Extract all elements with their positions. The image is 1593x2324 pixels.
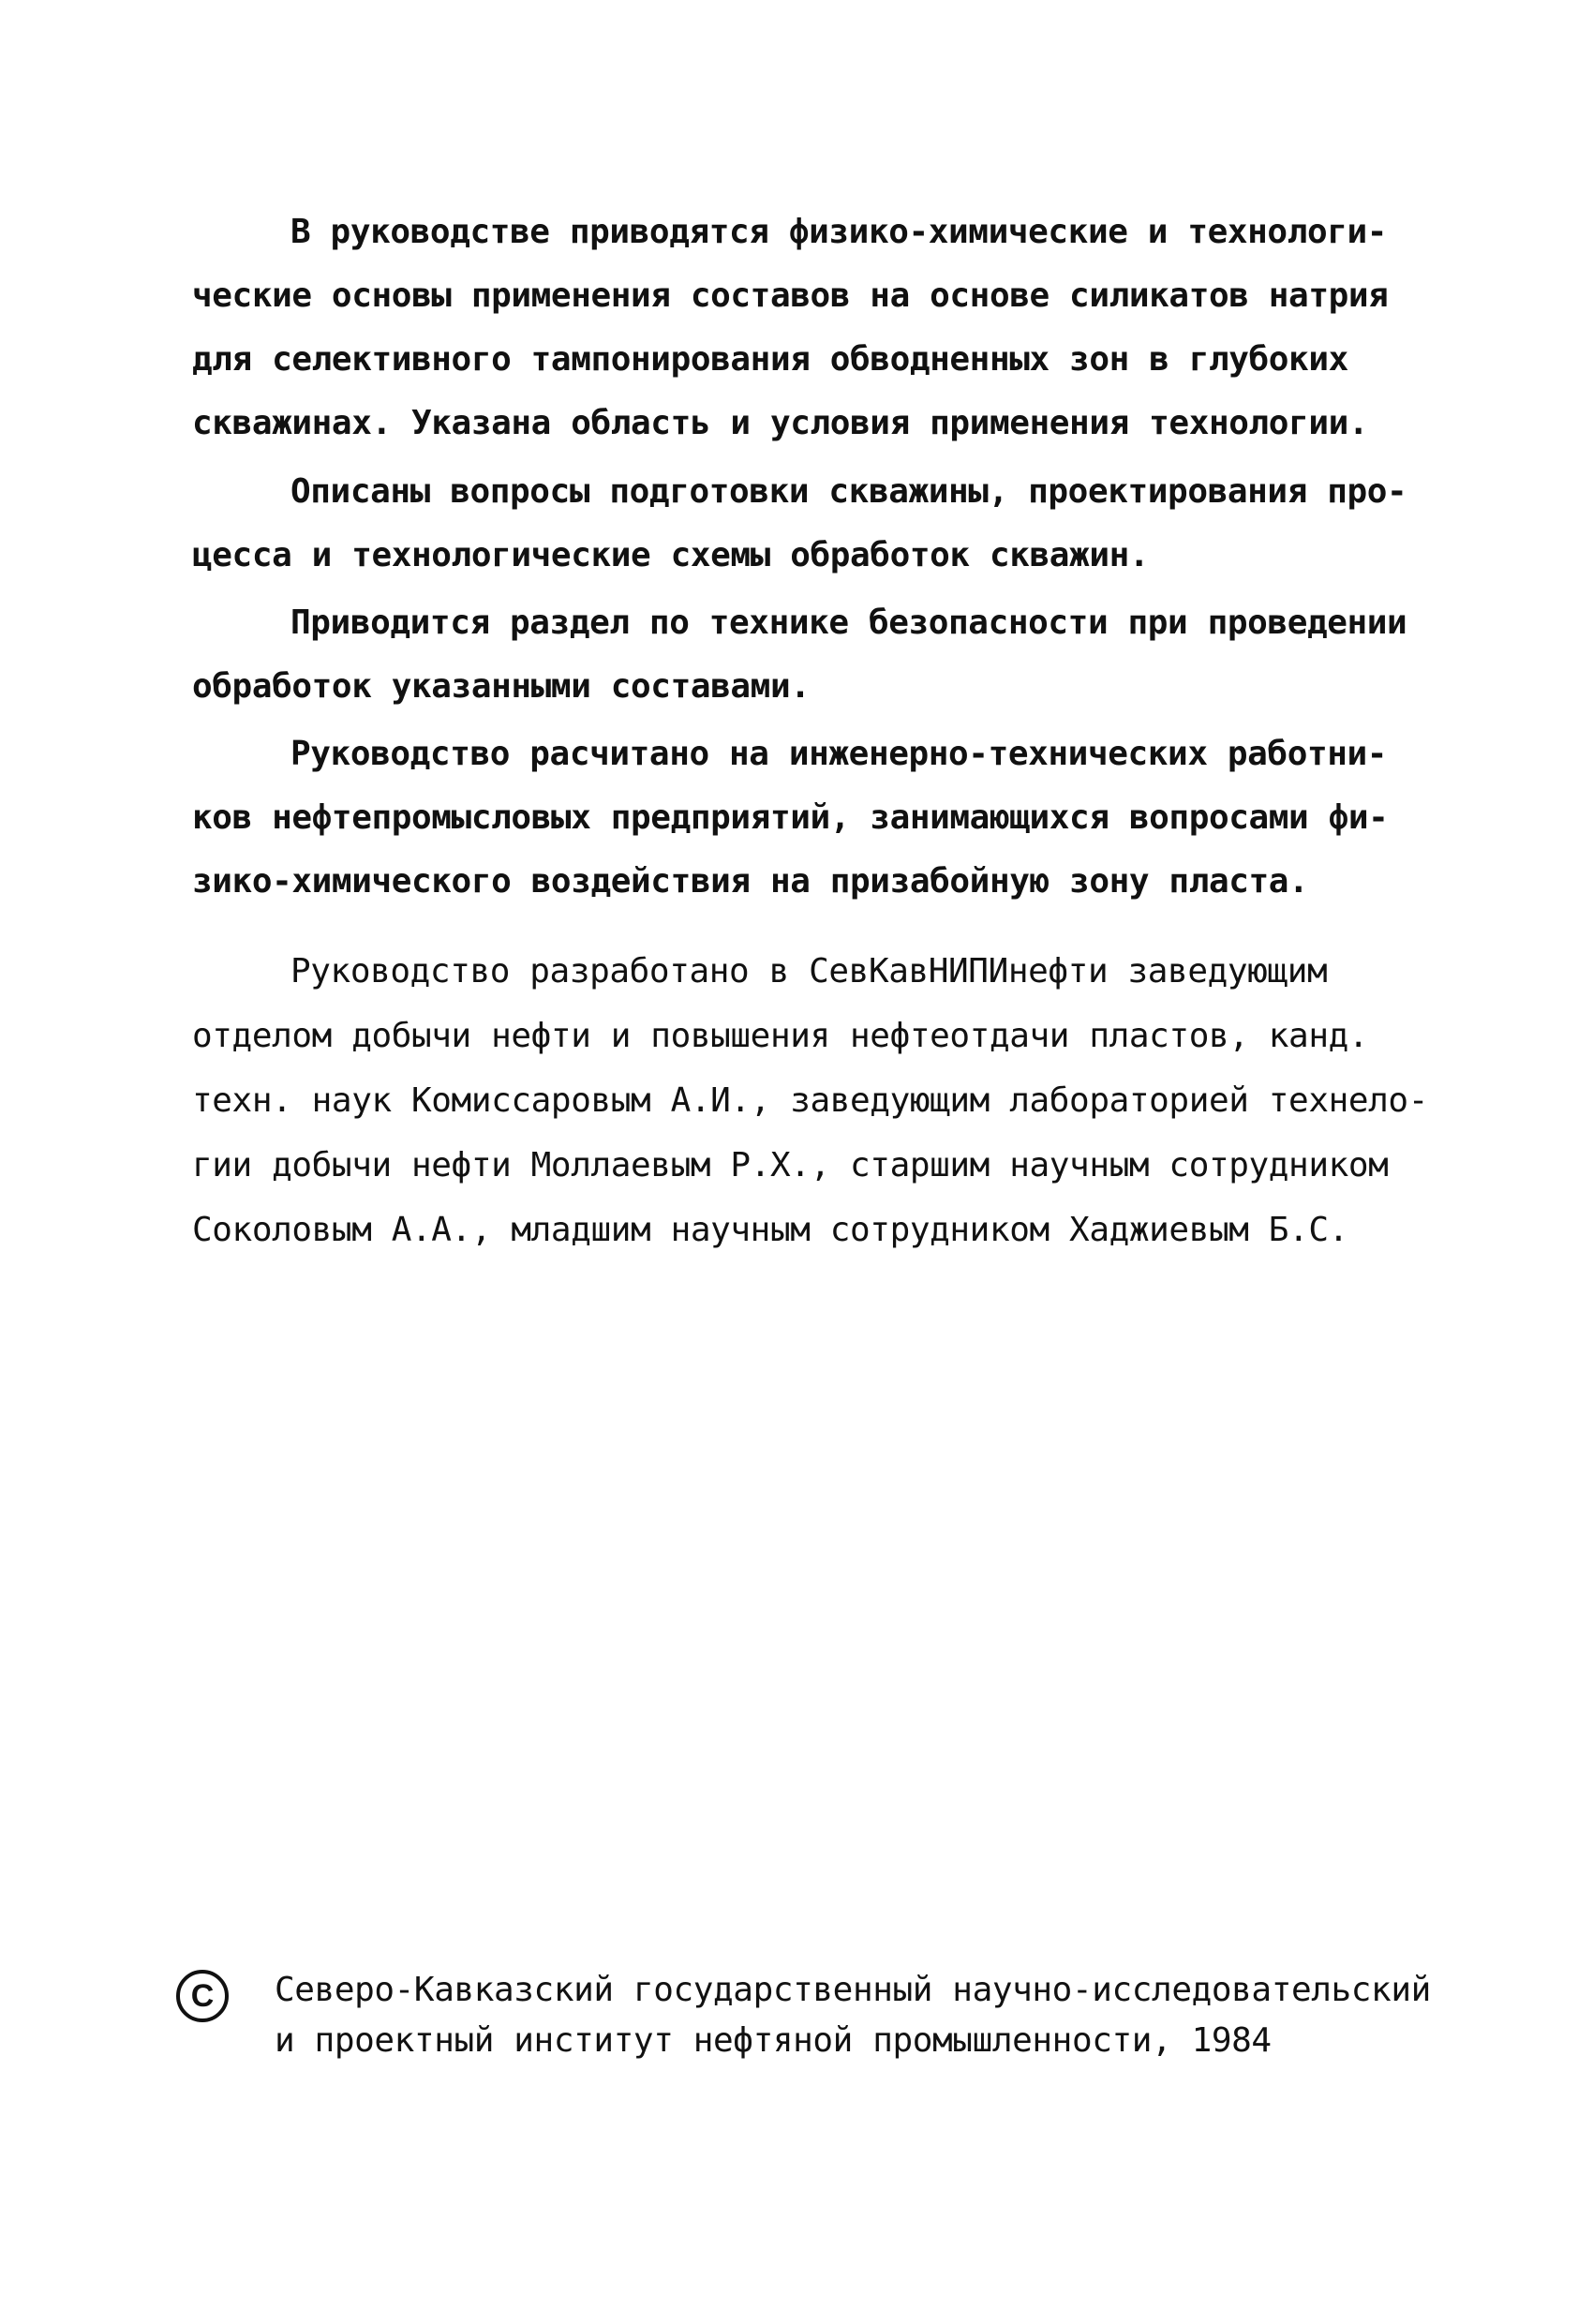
abstract-line: зико-химического воздействия на призабойную зону пласта.: [192, 862, 1309, 901]
abstract-line: скважинах. Указана область и условия применения технологии.: [192, 404, 1369, 442]
abstract-line: для селективного тампонирования обводненных зон в глубоких: [192, 340, 1348, 379]
authors-line: Соколовым А.А., младшим научным сотрудником Хаджиевым Б.С.: [192, 1211, 1348, 1249]
abstract-line: В руководстве приводятся физико-химические и технологи-: [290, 213, 1388, 251]
abstract-line: ков нефтепромысловых предприятий, занимающихся вопросами фи-: [192, 798, 1389, 837]
abstract-line: обработок указанными составами.: [192, 667, 811, 706]
copyright-line-2: и проектный институт нефтяной промышленности, 1984: [275, 2021, 1272, 2060]
abstract-line: цесса и технологические схемы обработок скважин.: [192, 536, 1150, 574]
abstract-line: ческие основы применения составов на основе силикатов натрия: [192, 276, 1389, 315]
authors-line: техн. наук Комиссаровым А.И., заведующим лабораторией технело-: [192, 1081, 1428, 1120]
authors-line: гии добычи нефти Моллаевым Р.Х., старшим научным сотрудником: [192, 1146, 1389, 1184]
abstract-line: Описаны вопросы подготовки скважины, проектирования про-: [290, 472, 1407, 511]
authors-line: Руководство разработано в СевКавНИПИнефти заведующим: [290, 952, 1328, 991]
copyright-icon: C: [176, 1970, 229, 2022]
copyright-block: [176, 1968, 1488, 2080]
abstract-line: Приводится раздел по технике безопасности при проведении: [290, 603, 1407, 642]
copyright-line-1: Северо-Кавказский государственный научно-исследовательский: [275, 1971, 1431, 2009]
authors-line: отделом добычи нефти и повышения нефтеотдачи пластов, канд.: [192, 1017, 1369, 1055]
abstract-line: Руководство расчитано на инженерно-технических работни-: [290, 735, 1388, 773]
